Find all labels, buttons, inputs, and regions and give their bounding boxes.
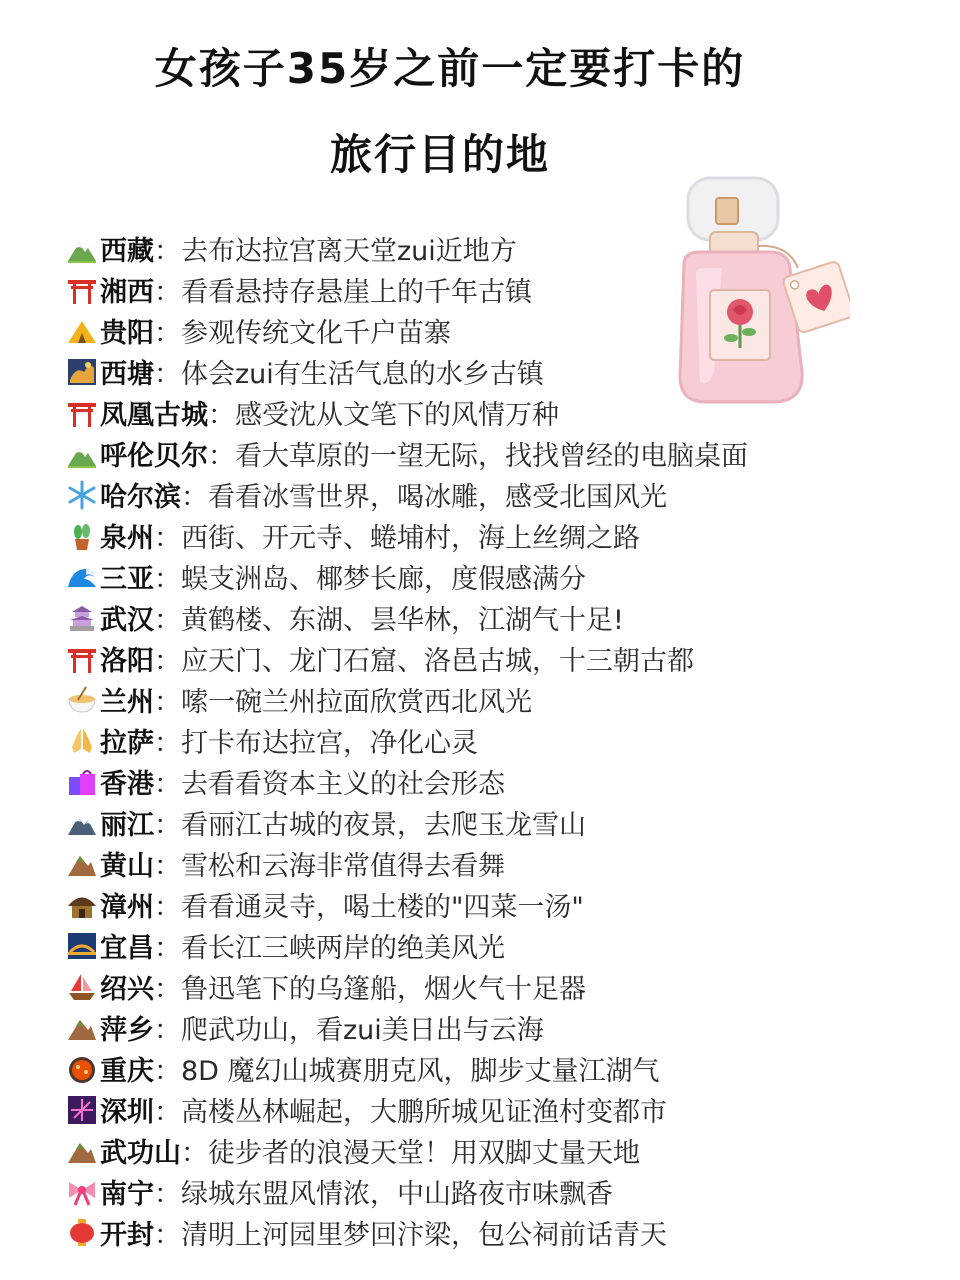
list-item bbox=[66, 1212, 946, 1253]
destination-description: 打卡布达拉宫，净化心灵 bbox=[181, 728, 478, 759]
destination-name: 贵阳 bbox=[100, 318, 154, 349]
list-item bbox=[66, 843, 946, 884]
hotpot-icon bbox=[66, 1053, 98, 1085]
ribbon-icon bbox=[66, 1176, 98, 1208]
tent-icon bbox=[66, 315, 98, 347]
destination-name: 绍兴 bbox=[100, 974, 154, 1005]
separator-colon: ： bbox=[154, 892, 181, 923]
destination-name: 拉萨 bbox=[100, 728, 154, 759]
list-item bbox=[66, 802, 946, 843]
torii-icon bbox=[66, 274, 98, 306]
destination-name: 重庆 bbox=[100, 1056, 154, 1087]
list-item bbox=[66, 556, 946, 597]
destination-description: 黄鹤楼、东湖、昙华林，江湖气十足! bbox=[181, 605, 624, 636]
destination-name: 泉州 bbox=[100, 523, 154, 554]
list-item bbox=[66, 1007, 946, 1048]
separator-colon: ： bbox=[154, 523, 181, 554]
list-item bbox=[66, 1171, 946, 1212]
destination-name: 丽江 bbox=[100, 810, 154, 841]
destination-description: 看看通灵寺，喝土楼的"四菜一汤" bbox=[181, 892, 584, 923]
destination-description: 去看看资本主义的社会形态 bbox=[181, 769, 505, 800]
list-item bbox=[66, 761, 946, 802]
potted-plant-icon bbox=[66, 520, 98, 552]
destination-description: 鲁迅笔下的乌篷船，烟火气十足器 bbox=[181, 974, 586, 1005]
destination-description: 感受沈从文笔下的风情万种 bbox=[235, 400, 559, 431]
destination-description: 8D 魔幻山城赛朋克风，脚步丈量江湖气 bbox=[181, 1056, 660, 1087]
separator-colon: ： bbox=[154, 974, 181, 1005]
separator-colon: ： bbox=[181, 1138, 208, 1169]
list-item bbox=[66, 884, 946, 925]
separator-colon: ： bbox=[181, 482, 208, 513]
destination-description: 体会zui有生活气息的水乡古镇 bbox=[181, 359, 544, 390]
destination-name: 南宁 bbox=[100, 1179, 154, 1210]
separator-colon: ： bbox=[208, 441, 235, 472]
destination-description: 应天门、龙门石窟、洛邑古城，十三朝古都 bbox=[181, 646, 694, 677]
wave-icon bbox=[66, 561, 98, 593]
separator-colon: ： bbox=[154, 769, 181, 800]
noodle-bowl-icon bbox=[66, 684, 98, 716]
list-item bbox=[66, 1048, 946, 1089]
destination-name: 开封 bbox=[100, 1220, 154, 1251]
separator-colon: ： bbox=[154, 277, 181, 308]
destination-description: 蜈支洲岛、椰梦长廊，度假感满分 bbox=[181, 564, 586, 595]
list-item bbox=[66, 515, 946, 556]
praying-hands-icon bbox=[66, 725, 98, 757]
destination-description: 清明上河园里梦回汴梁，包公祠前话青天 bbox=[181, 1220, 667, 1251]
title-line-2: 旅行目的地 bbox=[329, 130, 550, 179]
hut-icon bbox=[66, 889, 98, 921]
destination-name: 黄山 bbox=[100, 851, 154, 882]
list-item bbox=[66, 228, 946, 269]
snowflake-icon bbox=[66, 479, 98, 511]
separator-colon: ： bbox=[154, 933, 181, 964]
destination-description: 看看冰雪世界，喝冰雕，感受北国风光 bbox=[208, 482, 667, 513]
list-item bbox=[66, 679, 946, 720]
separator-colon: ： bbox=[154, 318, 181, 349]
destination-description: 爬武功山，看zui美日出与云海 bbox=[181, 1015, 544, 1046]
list-item bbox=[66, 966, 946, 1007]
list-item bbox=[66, 392, 946, 433]
separator-colon: ： bbox=[154, 728, 181, 759]
bridge-night-icon bbox=[66, 930, 98, 962]
destination-name: 兰州 bbox=[100, 687, 154, 718]
sailboat-icon bbox=[66, 971, 98, 1003]
list-item bbox=[66, 433, 946, 474]
wave-painting-icon bbox=[66, 356, 98, 388]
fireworks-icon bbox=[66, 1094, 98, 1126]
destination-name: 深圳 bbox=[100, 1097, 154, 1128]
separator-colon: ： bbox=[208, 400, 235, 431]
mountain-icon bbox=[66, 438, 98, 470]
title-line-1: 女孩子35岁之前一定要打卡的 bbox=[154, 44, 746, 93]
separator-colon: ： bbox=[154, 810, 181, 841]
separator-colon: ： bbox=[154, 1015, 181, 1046]
destination-description: 嗦一碗兰州拉面欣赏西北风光 bbox=[181, 687, 532, 718]
destination-name: 武汉 bbox=[100, 605, 154, 636]
mountain-icon bbox=[66, 233, 98, 265]
list-item bbox=[66, 351, 946, 392]
list-item bbox=[66, 925, 946, 966]
list-item bbox=[66, 720, 946, 761]
destination-description: 雪松和云海非常值得去看舞 bbox=[181, 851, 505, 882]
destination-name: 萍乡 bbox=[100, 1015, 154, 1046]
separator-colon: ： bbox=[154, 646, 181, 677]
destination-name: 西藏 bbox=[100, 236, 154, 267]
destination-name: 哈尔滨 bbox=[100, 482, 181, 513]
list-item bbox=[66, 310, 946, 351]
separator-colon: ： bbox=[154, 851, 181, 882]
destination-name: 宜昌 bbox=[100, 933, 154, 964]
destination-description: 高楼丛林崛起，大鹏所城见证渔村变都市 bbox=[181, 1097, 667, 1128]
destination-name: 洛阳 bbox=[100, 646, 154, 677]
separator-colon: ： bbox=[154, 236, 181, 267]
mountain-peak-icon bbox=[66, 848, 98, 880]
destination-description: 看长江三峡两岸的绝美风光 bbox=[181, 933, 505, 964]
destination-name: 三亚 bbox=[100, 564, 154, 595]
torii-icon bbox=[66, 643, 98, 675]
destination-description: 西街、开元寺、蜷埔村，海上丝绸之路 bbox=[181, 523, 640, 554]
list-item bbox=[66, 1089, 946, 1130]
separator-colon: ： bbox=[154, 359, 181, 390]
destination-name: 漳州 bbox=[100, 892, 154, 923]
shopping-bags-icon bbox=[66, 766, 98, 798]
torii-icon bbox=[66, 397, 98, 429]
destination-name: 西塘 bbox=[100, 359, 154, 390]
destination-description: 看看悬持存悬崖上的千年古镇 bbox=[181, 277, 532, 308]
destination-name: 凤凰古城 bbox=[100, 400, 208, 431]
list-item bbox=[66, 638, 946, 679]
destination-name: 香港 bbox=[100, 769, 154, 800]
destination-description: 去布达拉宫离天堂zui近地方 bbox=[181, 236, 517, 267]
destination-list bbox=[66, 228, 946, 1253]
separator-colon: ： bbox=[154, 564, 181, 595]
mountain-peak-icon bbox=[66, 1012, 98, 1044]
lantern-icon bbox=[66, 1217, 98, 1249]
destination-name: 湘西 bbox=[100, 277, 154, 308]
destination-description: 绿城东盟风情浓，中山路夜市味飘香 bbox=[181, 1179, 613, 1210]
list-item bbox=[66, 269, 946, 310]
mountain-peak-icon bbox=[66, 1135, 98, 1167]
list-item bbox=[66, 474, 946, 515]
list-item bbox=[66, 1130, 946, 1171]
destination-description: 看大草原的一望无际，找找曾经的电脑桌面 bbox=[235, 441, 748, 472]
separator-colon: ： bbox=[154, 1056, 181, 1087]
destination-description: 参观传统文化千户苗寨 bbox=[181, 318, 451, 349]
destination-name: 呼伦贝尔 bbox=[100, 441, 208, 472]
destination-name: 武功山 bbox=[100, 1138, 181, 1169]
destination-description: 看丽江古城的夜景，去爬玉龙雪山 bbox=[181, 810, 586, 841]
separator-colon: ： bbox=[154, 1097, 181, 1128]
destination-description: 徒步者的浪漫天堂！用双脚丈量天地 bbox=[208, 1138, 640, 1169]
separator-colon: ： bbox=[154, 605, 181, 636]
pagoda-icon bbox=[66, 602, 98, 634]
separator-colon: ： bbox=[154, 1179, 181, 1210]
separator-colon: ： bbox=[154, 687, 181, 718]
list-item bbox=[66, 597, 946, 638]
separator-colon: ： bbox=[154, 1220, 181, 1251]
snow-mountain-icon bbox=[66, 807, 98, 839]
